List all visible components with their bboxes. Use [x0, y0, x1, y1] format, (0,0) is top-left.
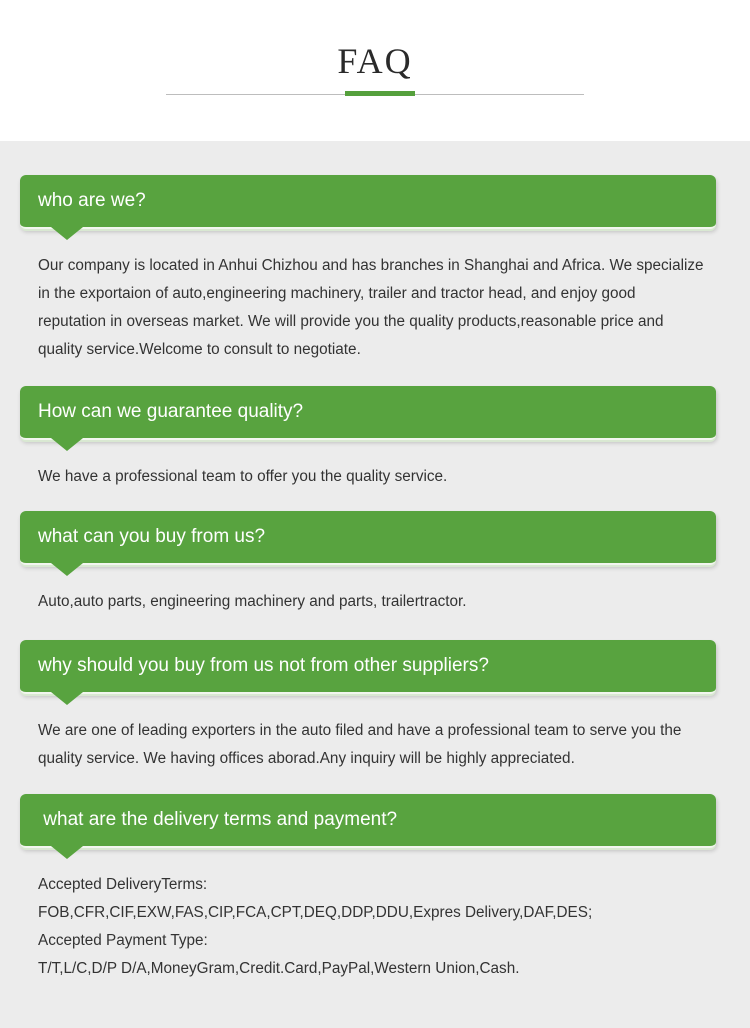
- answer-line: quality service. We having offices aborad.Any inquiry will be highly appreciated.: [38, 750, 575, 767]
- faq-answer-delivery-payment: [38, 871, 742, 983]
- page-title: FAQ: [337, 41, 413, 81]
- faq-answer-products: [38, 588, 742, 616]
- faq-list: [0, 141, 750, 1028]
- faq-question-bar-quality[interactable]: [20, 386, 716, 440]
- speech-pointer: [51, 438, 83, 451]
- faq-question-bar-products[interactable]: [20, 511, 716, 565]
- faq-question: why should you buy from us not from other suppliers?: [38, 655, 489, 676]
- faq-question: what are the delivery terms and payment?: [38, 809, 398, 830]
- answer-line: We are one of leading exporters in the auto filed and have a professional team to serve you the: [38, 722, 682, 739]
- faq-question-bar-delivery-payment[interactable]: [20, 794, 716, 848]
- faq-question: who are we?: [38, 190, 146, 211]
- answer-line: quality service.Welcome to consult to negotiate.: [38, 341, 361, 358]
- faq-header: [0, 0, 750, 141]
- answer-line: Our company is located in Anhui Chizhou and has branches in Shanghai and Africa. We specialize: [38, 257, 704, 274]
- faq-question-bar-who-are-we[interactable]: [20, 175, 716, 229]
- answer-line: Accepted Payment Type:: [38, 932, 208, 949]
- answer-line: Auto,auto parts, engineering machinery and parts, trailertractor.: [38, 593, 467, 610]
- faq-question-bar-why-us[interactable]: [20, 640, 716, 694]
- faq-answer-why-us: [38, 717, 742, 773]
- speech-pointer: [51, 692, 83, 705]
- answer-line: We have a professional team to offer you the quality service.: [38, 468, 448, 485]
- faq-question: How can we guarantee quality?: [38, 401, 304, 422]
- answer-line: T/T,L/C,D/P D/A,MoneyGram,Credit.Card,PayPal,Western Union,Cash.: [38, 960, 520, 977]
- faq-answer-quality: [38, 463, 742, 491]
- answer-line: Accepted DeliveryTerms:: [38, 876, 208, 893]
- speech-pointer: [51, 563, 83, 576]
- answer-line: FOB,CFR,CIF,EXW,FAS,CIP,FCA,CPT,DEQ,DDP,DDU,Expres Delivery,DAF,DES;: [38, 904, 593, 921]
- answer-line: reputation in overseas market. We will provide you the quality products,reasonable price and: [38, 313, 664, 330]
- answer-line: in the exportaion of auto,engineering machinery, trailer and tractor head, and enjoy good: [38, 285, 636, 302]
- speech-pointer: [51, 846, 83, 859]
- title-accent-bar: [345, 91, 415, 96]
- faq-answer-who-are-we: [38, 252, 742, 364]
- faq-question: what can you buy from us?: [38, 526, 266, 547]
- speech-pointer: [51, 227, 83, 240]
